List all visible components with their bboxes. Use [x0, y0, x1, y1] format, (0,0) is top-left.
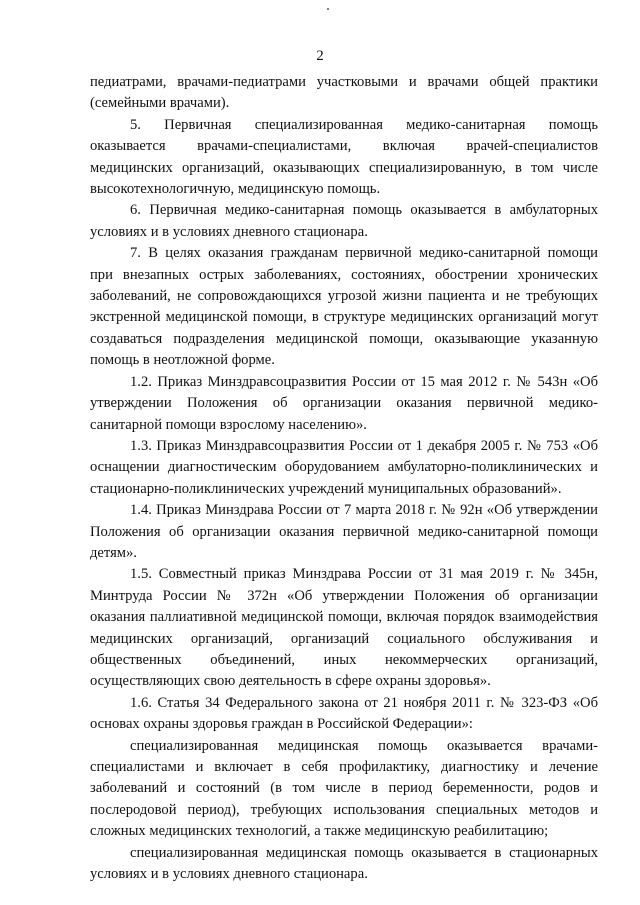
paragraph-specialized-care-conditions: специализированная медицинская помощь оказывается в стационарных условиях и в условиях дневного стационара.: [90, 844, 598, 883]
paragraph-continuation: педиатрами, врачами-педиатрами участковыми и врачами общей практики (семейными врачами).: [90, 74, 598, 112]
paragraph-specialized-care-definition: специализированная медицинская помощь оказывается врачами-специалистами и включает в себя профилактику, диагностику и лечение заболеваний и состояний (в том числе в период беременности, родов и послеродовой период), требующих использования специальных методов и сложных медицинских технологий, а также медицинскую реабилитацию;: [90, 737, 598, 840]
paragraph-item-1-4: 1.4. Приказ Минздрава России от 7 марта 2018 г. № 92н «Об утверждении Положения об организации оказания первичной медико-санитарной помощи детям».: [90, 502, 598, 561]
scan-speck: [327, 8, 329, 10]
paragraph-item-1-5: 1.5. Совместный приказ Минздрава России от 31 мая 2019 г. № 345н, Минтруда России № 372н «Об утверждении Положения об организации оказания паллиативной медицинской помощи, включая порядок взаимодействия медицинских организаций, организаций социального обслуживания и общественных объединений, иных некоммерческих организаций, осуществляющих свою деятельность в сфере охраны здоровья».: [90, 566, 598, 690]
paragraph-item-7: 7. В целях оказания гражданам первичной медико-санитарной помощи при внезапных острых заболеваниях, состояниях, обострении хронических заболеваний, не сопровождающихся угрозой жизни пациента и не требующих экстренной медицинской помощи, в структуре медицинских организаций могут создаваться подразделения медицинской помощи, оказывающие указанную помощь в неотложной форме.: [90, 245, 598, 369]
paragraph-item-5: 5. Первичная специализированная медико-санитарная помощь оказывается врачами-специалистами, включая врачей-специалистов медицинских организаций, оказывающих специализированную, в том числе высокотехнологичную, медицинскую помощь.: [90, 116, 598, 198]
paragraph-item-6: 6. Первичная медико-санитарная помощь оказывается в амбулаторных условиях и в условиях дневного стационара.: [90, 202, 598, 240]
paragraph-item-1-3: 1.3. Приказ Минздравсоцразвития России от 1 декабря 2005 г. № 753 «Об оснащении диагностическим оборудованием амбулаторно-поликлинических и стационарно-поликлинических учреждений муниципальных образований».: [90, 437, 598, 497]
paragraph-item-1-6: 1.6. Статья 34 Федерального закона от 21 ноября 2011 г. № 323-ФЗ «Об основах охраны здоровья граждан в Российской Федерации»:: [90, 694, 598, 733]
page-number: 2: [316, 48, 324, 64]
document-body: [90, 72, 598, 885]
paragraph-item-1-2: 1.2. Приказ Минздравсоцразвития России от 15 мая 2012 г. № 543н «Об утверждении Положения об организации оказания первичной медико-санитарной помощи взрослому населению».: [90, 373, 598, 433]
